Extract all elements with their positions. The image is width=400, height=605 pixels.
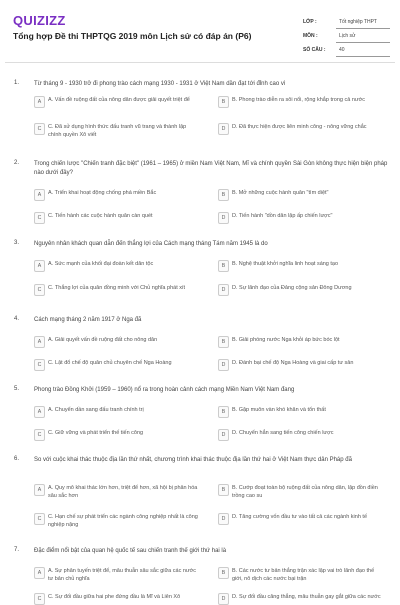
option-text: B. Cướp đoạt toàn bộ ruộng đất của nông dân, lập đồn điền trồng cao su <box>232 485 378 499</box>
option-text: C. Lật đổ chế độ quân chủ chuyên chế Nga Hoàng <box>48 360 172 366</box>
option-letter: A <box>34 567 45 579</box>
question-text: Cách mạng tháng 2 năm 1917 ở Nga đã <box>34 317 142 323</box>
option-text: D. Đã thực hiện được liên minh công - nông vững chắc <box>232 124 367 130</box>
meta-row-count <box>298 43 394 57</box>
meta-panel <box>298 15 394 57</box>
option-text: B. Mở những cuộc hành quân "tìm diệt" <box>232 190 329 196</box>
option-letter: A <box>34 189 45 201</box>
option-letter: D <box>218 513 229 525</box>
option-letter: C <box>34 123 45 135</box>
option-text: B. Các nước tư bản thắng trận xác lập vai trò lãnh đạo thế giới, nô dịch các nước bại trận <box>232 568 375 582</box>
question-number: 6. <box>14 456 20 462</box>
option-letter: C <box>34 513 45 525</box>
option-text: D. Sự lãnh đạo của Đảng cộng sản Đông Dương <box>232 285 352 291</box>
option-text: A. Quy mô khai thác lớn hơn, triệt để hơn, xã hội bị phân hóa sâu sắc hơn <box>48 485 198 499</box>
option-text: A. Triển khai hoạt động chống phá miền Bắc <box>48 190 157 196</box>
question-number: 2. <box>14 160 20 166</box>
option-text: C. Giữ vững và phát triển thế tiến công <box>48 430 144 436</box>
option-letter: D <box>218 429 229 441</box>
option-text: C. Tiến hành các cuộc hành quân càn quét <box>48 213 153 219</box>
option-text: D. Tiến hành "dồn dân lập ấp chiến lược" <box>232 213 333 219</box>
option-letter: C <box>34 212 45 224</box>
meta-label: LỚP : <box>303 19 317 25</box>
question-text: Phong trào Đồng Khởi (1959 – 1960) nổ ra trong hoàn cảnh cách mạng Miền Nam Việt Nam đang <box>34 387 295 393</box>
option-text: C. Đã sử dụng hình thức đấu tranh vũ trang và thành lập chính quyền Xô viết <box>48 124 187 138</box>
option-letter: D <box>218 593 229 605</box>
question-number: 4. <box>14 316 20 322</box>
meta-underline <box>336 56 390 57</box>
option-text: A. Sức mạnh của khối đại đoàn kết dân tộc <box>48 261 154 267</box>
option-letter: B <box>218 96 229 108</box>
option-letter: A <box>34 406 45 418</box>
question-number: 1. <box>14 80 20 86</box>
option-letter: A <box>34 484 45 496</box>
option-text: C. Sự đối đầu giữa hai phe đứng đầu là Mĩ và Liên Xô <box>48 594 181 600</box>
option-letter: A <box>34 96 45 108</box>
option-text: C. Hạn chế sự phát triển các ngành công nghiệp nhất là công nghiệp nặng <box>48 514 198 528</box>
quizizz-logo[interactable]: QUIZIZZ <box>13 13 66 28</box>
meta-row-class <box>298 15 394 29</box>
question-text: Từ tháng 9 - 1930 trở đi phong trào cách mạng 1930 - 1931 ở Việt Nam dần đạt tới đỉnh cao vì <box>34 81 286 87</box>
header-divider <box>5 62 395 63</box>
option-text: A. Vấn đề ruộng đất của nông dân được giải quyết triệt để <box>48 97 190 103</box>
page-header <box>0 0 400 62</box>
option-text: B. Gặp muôn vàn khó khăn và tổn thất <box>232 407 326 413</box>
meta-row-subject <box>298 29 394 43</box>
meta-value: 40 <box>339 47 345 53</box>
option-letter: D <box>218 123 229 135</box>
question-text: Trong chiến lược "Chiến tranh đặc biệt" (1961 – 1965) ở miền Nam Việt Nam, Mĩ và chính quyền Sài Gòn không thực hiện biện pháp nào dưới đây? <box>34 161 388 176</box>
option-text: D. Sự đối đầu căng thẳng, mâu thuẫn gay gắt giữa các nước <box>232 594 381 600</box>
option-letter: B <box>218 406 229 418</box>
question-text: Đặc điểm nổi bật của quan hệ quốc tế sau chiến tranh thế giới thứ hai là <box>34 548 227 554</box>
option-letter: B <box>218 484 229 496</box>
option-letter: B <box>218 336 229 348</box>
option-letter: C <box>34 284 45 296</box>
question-text: So với cuộc khai thác thuộc địa lần thứ nhất, chương trình khai thác thuộc địa lần thứ hai ở Việt Nam thực dân Pháp đã <box>34 457 352 463</box>
page-title: Tổng hợp Đề thi THPTQG 2019 môn Lịch sử có đáp án (P6) <box>13 31 252 41</box>
option-text: A. Chuyển dần sang đấu tranh chính trị <box>48 407 144 413</box>
option-letter: B <box>218 567 229 579</box>
option-text: A. Sự phân tuyến triệt để, mâu thuẫn sâu sắc giữa các nước tư bản chủ nghĩa <box>48 568 196 582</box>
option-text: B. Giải phóng nước Nga khỏi áp bức bóc lột <box>232 337 340 343</box>
question-number: 7. <box>14 547 20 553</box>
meta-label: SỐ CÂU : <box>303 47 326 53</box>
option-letter: A <box>34 260 45 272</box>
option-letter: B <box>218 189 229 201</box>
option-text: D. Chuyển hẳn sang tiến công chiến lược <box>232 430 334 436</box>
option-letter: D <box>218 284 229 296</box>
option-text: B. Phong trào diễn ra sôi nổi, rộng khắp trong cả nước <box>232 97 365 103</box>
meta-label: MÔN : <box>303 33 318 39</box>
option-letter: C <box>34 593 45 605</box>
option-text: C. Thắng lợi của quân đồng minh với Chủ nghĩa phát xít <box>48 285 186 291</box>
option-letter: D <box>218 212 229 224</box>
option-text: D. Đánh bại chế độ Nga Hoàng và giai cấp tư sản <box>232 360 354 366</box>
option-text: B. Nghệ thuật khởi nghĩa linh hoạt sáng tạo <box>232 261 339 267</box>
question-number: 5. <box>14 386 20 392</box>
option-text: D. Tăng cường vốn đầu tư vào tất cả các ngành kinh tế <box>232 514 368 520</box>
option-text: A. Giải quyết vấn đề ruộng đất cho nông dân <box>48 337 158 343</box>
option-letter: D <box>218 359 229 371</box>
question-text: Nguyên nhân khách quan dẫn đến thắng lợi của Cách mạng tháng Tám năm 1945 là do <box>34 241 268 247</box>
option-letter: A <box>34 336 45 348</box>
option-letter: C <box>34 359 45 371</box>
meta-value: Tốt nghiệp THPT <box>339 19 377 25</box>
meta-value: Lịch sử <box>339 33 356 39</box>
option-letter: B <box>218 260 229 272</box>
question-number: 3. <box>14 240 20 246</box>
option-letter: C <box>34 429 45 441</box>
